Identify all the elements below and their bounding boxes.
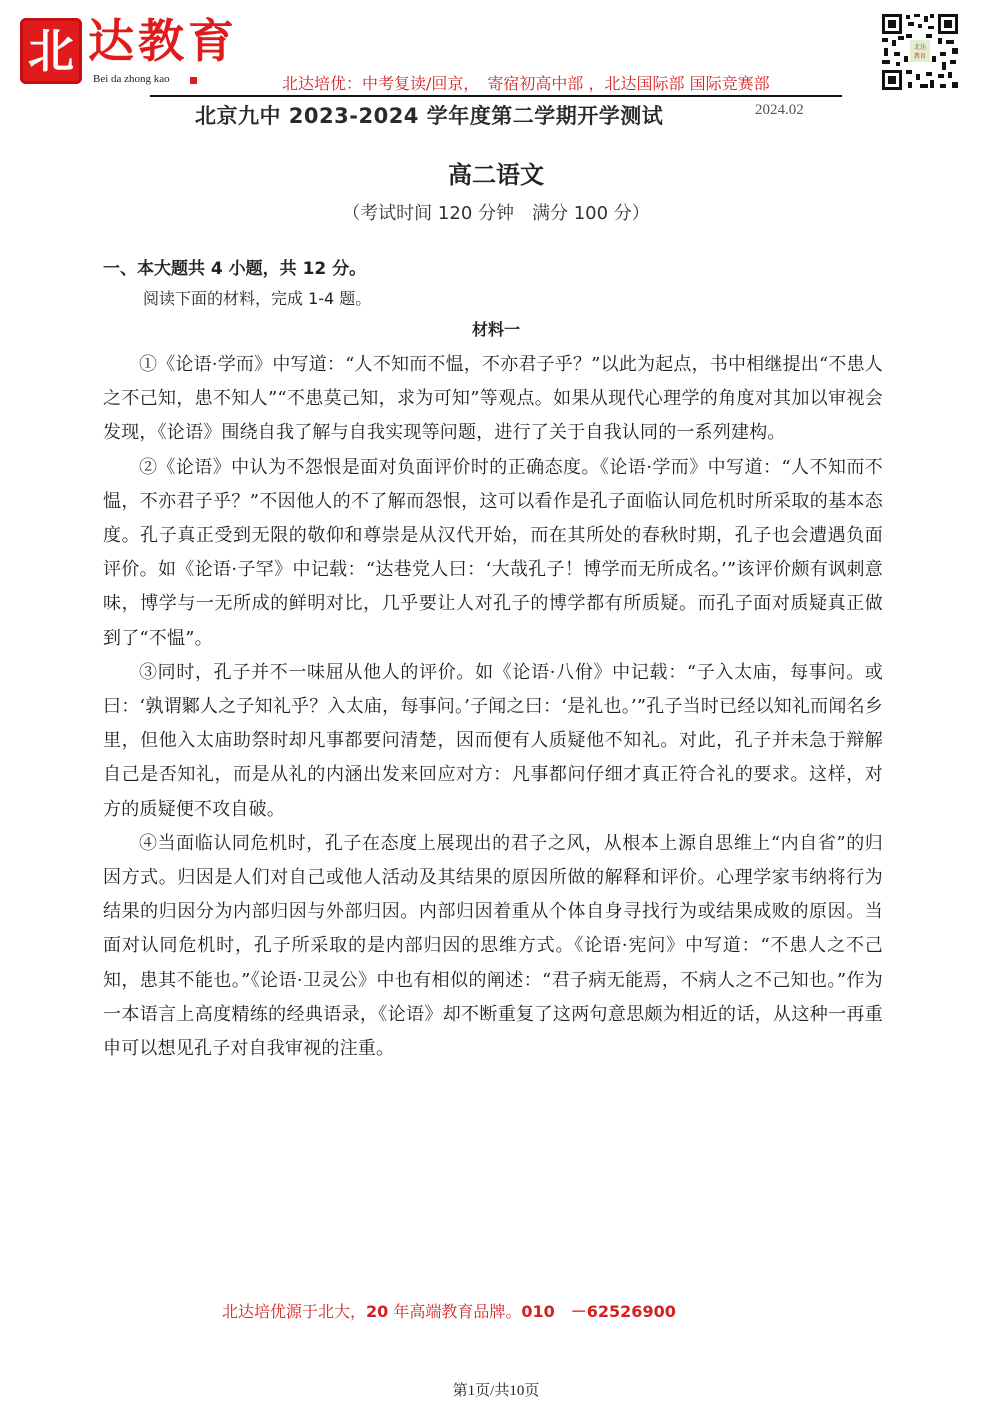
logo-mark: 北 xyxy=(20,18,82,84)
logo-subtitle: Bei da zhong kao xyxy=(93,73,170,85)
exam-date: 2024.02 xyxy=(755,102,804,118)
logo-square-icon xyxy=(190,77,197,84)
section-instruction: 阅读下面的材料，完成 1-4 题。 xyxy=(143,289,372,308)
section-heading: 一、本大题共 4 小题，共 12 分。 xyxy=(103,259,367,279)
qr-code-icon xyxy=(880,12,960,92)
logo-text: 达教育 xyxy=(88,14,238,68)
exam-title: 北京九中 2023-2024 学年度第二学期开学测试 xyxy=(195,104,664,128)
paragraph-4: ④当面临认同危机时，孔子在态度上展现出的君子之风，从根本上源自思维上“内自省”的归因方式。归因是人们对自己或他人活动及其结果的原因所做的解释和评价。心理学家韦纳将行为结果的归因分为内部归因与外部归因。内部归因着重从个体自身寻找行为或结果成败的原因。当面对认同危机时，孔子所采取的是内部归因的思维方式。《论语·宪问》中写道：“不患人之不己知，患其不能也。”《论语·卫灵公》中也有相似的阐述：“君子病无能焉，不病人之不己知也。”作为一本语言上高度精练的经典语录，《论语》却不断重复了这两句意思颇为相近的话，从这种一再重申可以想见孔子对自我审视的注重。 xyxy=(103,832,883,1060)
header-slogan: 北达培优：中考复读/回京， 寄宿初高中部 ，北达国际部 国际竞赛部 xyxy=(282,74,770,93)
material-body xyxy=(103,348,883,1066)
subject-title: 高二语文 xyxy=(448,161,544,189)
footer-phone: 010 －62526900 xyxy=(521,1302,676,1321)
svg-text:教育: 教育 xyxy=(913,53,927,60)
material-title: 材料一 xyxy=(471,320,520,339)
paragraph-3: ③同时，孔子并不一味屈从他人的评价。如《论语·八佾》中记载：“子入太庙，每事问。或曰：‘孰谓鄹人之子知礼乎？入太庙，每事问。’子闻之曰：‘是礼也。’”孔子当时已经以知礼而闻名乡里，但他入太庙助祭时却凡事都要问清楚，因而便有人质疑他不知礼。对此，孔子并未急于辩解自己是否知礼，而是从礼的内涵出发来回应对方：凡事都问仔细才真正符合礼的要求。这样，对方的质疑便不攻自破。 xyxy=(103,661,883,820)
footer-slogan-mid: 年高端教育品牌。 xyxy=(388,1302,522,1321)
svg-text:北达: 北达 xyxy=(913,44,927,51)
footer-slogan xyxy=(222,1299,676,1322)
footer-slogan-years: 20 xyxy=(366,1302,389,1321)
footer-slogan-prefix: 北达培优源于北大， xyxy=(222,1302,367,1321)
paragraph-2: ②《论语》中认为不怨恨是面对负面评价时的正确态度。《论语·学而》中写道：“人不知而不愠，不亦君子乎？”不因他人的不了解而怨恨，这可以看作是孔子面临认同危机时所采取的基本态度。孔子真正受到无限的敬仰和尊崇是从汉代开始，而在其所处的春秋时期，孔子也会遭遇负面评价。如《论语·子罕》中记载：“达巷党人曰：‘大哉孔子！博学而无所成名。’”该评价颇有讽刺意味，博学与一无所成的鲜明对比，几乎要让人对孔子的博学都有所质疑。而孔子面对质疑真正做到了“不愠”。 xyxy=(103,456,883,649)
paragraph-1: ①《论语·学而》中写道：“人不知而不愠，不亦君子乎？”以此为起点，书中相继提出“不患人之不己知，患不知人”“不患莫己知，求为可知”等观点。如果从现代心理学的角度对其加以审视会发现，《论语》围绕自我了解与自我实现等问题，进行了关于自我认同的一系列建构。 xyxy=(103,354,883,444)
page-number: 第1页/共10页 xyxy=(452,1383,540,1399)
header-divider xyxy=(150,95,842,97)
exam-info: （考试时间 120 分钟 满分 100 分） xyxy=(342,203,650,224)
